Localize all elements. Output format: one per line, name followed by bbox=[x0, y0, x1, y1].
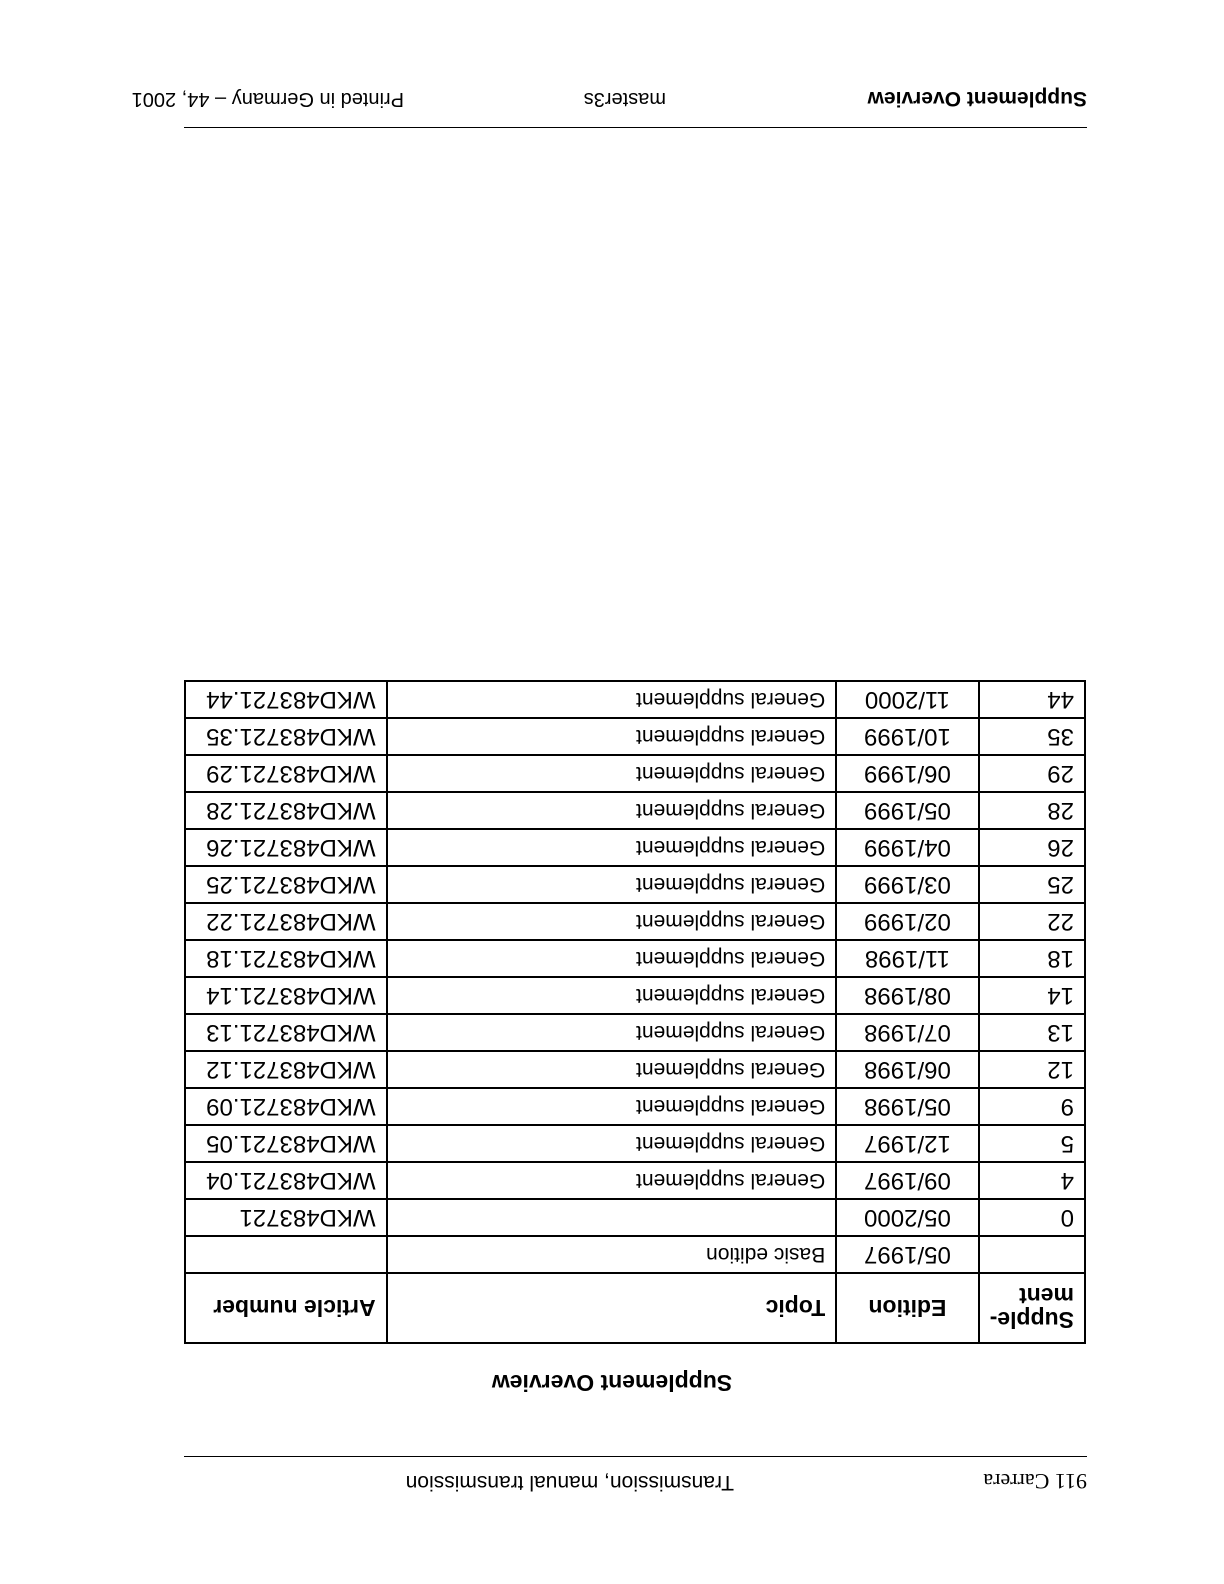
cell-article-number: WKD483721.13 bbox=[185, 1014, 387, 1051]
cell-edition: 05/1999 bbox=[836, 792, 978, 829]
table-row bbox=[185, 1051, 1085, 1088]
cell-supplement: 4 bbox=[979, 1162, 1085, 1199]
table-row bbox=[185, 755, 1085, 792]
cell-topic: General supplement bbox=[387, 1125, 837, 1162]
cell-edition: 11/1998 bbox=[836, 940, 978, 977]
cell-supplement: 44 bbox=[979, 681, 1085, 718]
cell-article-number: WKD483721.12 bbox=[185, 1051, 387, 1088]
header-subject: Transmission, manual transmission bbox=[405, 1471, 734, 1494]
cell-edition: 08/1998 bbox=[836, 977, 978, 1014]
table-row bbox=[185, 792, 1085, 829]
cell-supplement: 28 bbox=[979, 792, 1085, 829]
cell-article-number: WKD483721.18 bbox=[185, 940, 387, 977]
cell-topic: General supplement bbox=[387, 977, 837, 1014]
cell-article-number: WKD483721.05 bbox=[185, 1125, 387, 1162]
cell-supplement: 14 bbox=[979, 977, 1085, 1014]
cell-article-number: WKD483721.44 bbox=[185, 681, 387, 718]
cell-edition: 04/1999 bbox=[836, 829, 978, 866]
cell-topic: General supplement bbox=[387, 1162, 837, 1199]
cell-supplement: 0 bbox=[979, 1199, 1085, 1236]
cell-edition: 03/1999 bbox=[836, 866, 978, 903]
header-edition: Edition bbox=[836, 1273, 978, 1343]
cell-topic: General supplement bbox=[387, 755, 837, 792]
cell-supplement: 35 bbox=[979, 718, 1085, 755]
table-row bbox=[185, 718, 1085, 755]
cell-article-number: WKD483721.25 bbox=[185, 866, 387, 903]
cell-edition: 12/1997 bbox=[836, 1125, 978, 1162]
cell-article-number: WKD483721 bbox=[185, 1199, 387, 1236]
cell-article-number: WKD483721.26 bbox=[185, 829, 387, 866]
cell-supplement: 29 bbox=[979, 755, 1085, 792]
cell-topic: General supplement bbox=[387, 1051, 837, 1088]
cell-supplement: 9 bbox=[979, 1088, 1085, 1125]
cell-supplement: 18 bbox=[979, 940, 1085, 977]
table-row bbox=[185, 1125, 1085, 1162]
cell-supplement bbox=[979, 1236, 1085, 1273]
cell-supplement: 13 bbox=[979, 1014, 1085, 1051]
cell-article-number: WKD483721.29 bbox=[185, 755, 387, 792]
cell-supplement: 5 bbox=[979, 1125, 1085, 1162]
cell-topic: General supplement bbox=[387, 1014, 837, 1051]
table-row bbox=[185, 1236, 1085, 1273]
cell-topic: General supplement bbox=[387, 829, 837, 866]
table-row bbox=[185, 977, 1085, 1014]
cell-article-number: WKD483721.09 bbox=[185, 1088, 387, 1125]
cell-topic: General supplement bbox=[387, 866, 837, 903]
cell-edition: 05/2000 bbox=[836, 1199, 978, 1236]
cell-supplement: 22 bbox=[979, 903, 1085, 940]
header-supplement: Supple- ment bbox=[979, 1273, 1085, 1343]
cell-edition: 07/1998 bbox=[836, 1014, 978, 1051]
table-row bbox=[185, 1014, 1085, 1051]
cell-edition: 06/1998 bbox=[836, 1051, 978, 1088]
header-model: 911 Carrera bbox=[983, 1469, 1087, 1494]
cell-supplement: 25 bbox=[979, 866, 1085, 903]
cell-supplement: 12 bbox=[979, 1051, 1085, 1088]
header-article-number: Article number bbox=[185, 1273, 387, 1343]
cell-edition: 11/2000 bbox=[836, 681, 978, 718]
table-row bbox=[185, 866, 1085, 903]
cell-article-number: WKD483721.22 bbox=[185, 903, 387, 940]
header-topic: Topic bbox=[387, 1273, 837, 1343]
cell-article-number: WKD483721.35 bbox=[185, 718, 387, 755]
cell-topic: General supplement bbox=[387, 792, 837, 829]
cell-article-number: WKD483721.14 bbox=[185, 977, 387, 1014]
cell-topic: General supplement bbox=[387, 1088, 837, 1125]
table-row bbox=[185, 829, 1085, 866]
cell-edition: 06/1999 bbox=[836, 755, 978, 792]
cell-edition: 09/1997 bbox=[836, 1162, 978, 1199]
supplement-table bbox=[184, 680, 1086, 1344]
table-row bbox=[185, 681, 1085, 718]
footer-divider bbox=[184, 127, 1087, 128]
footer-printed: Printed in Germany – 44, 2001 bbox=[131, 88, 404, 110]
table-row bbox=[185, 1088, 1085, 1125]
page-title: Supplement Overview bbox=[491, 1370, 733, 1396]
table-row bbox=[185, 903, 1085, 940]
cell-topic bbox=[387, 1199, 837, 1236]
header-divider bbox=[184, 1456, 1087, 1457]
cell-topic: General supplement bbox=[387, 940, 837, 977]
cell-topic: General supplement bbox=[387, 903, 837, 940]
cell-article-number bbox=[185, 1236, 387, 1273]
table-row bbox=[185, 1199, 1085, 1236]
cell-topic: Basic edition bbox=[387, 1236, 837, 1273]
table-header-row bbox=[185, 1273, 1085, 1343]
cell-supplement: 26 bbox=[979, 829, 1085, 866]
cell-edition: 10/1999 bbox=[836, 718, 978, 755]
footer-section: Supplement Overview bbox=[867, 87, 1087, 110]
table-row bbox=[185, 940, 1085, 977]
cell-article-number: WKD483721.04 bbox=[185, 1162, 387, 1199]
cell-topic: General supplement bbox=[387, 718, 837, 755]
table-row bbox=[185, 1162, 1085, 1199]
cell-edition: 02/1999 bbox=[836, 903, 978, 940]
cell-edition: 05/1998 bbox=[836, 1088, 978, 1125]
footer-file: master3s bbox=[583, 88, 666, 110]
cell-topic: General supplement bbox=[387, 681, 837, 718]
cell-edition: 05/1997 bbox=[836, 1236, 978, 1273]
cell-article-number: WKD483721.28 bbox=[185, 792, 387, 829]
